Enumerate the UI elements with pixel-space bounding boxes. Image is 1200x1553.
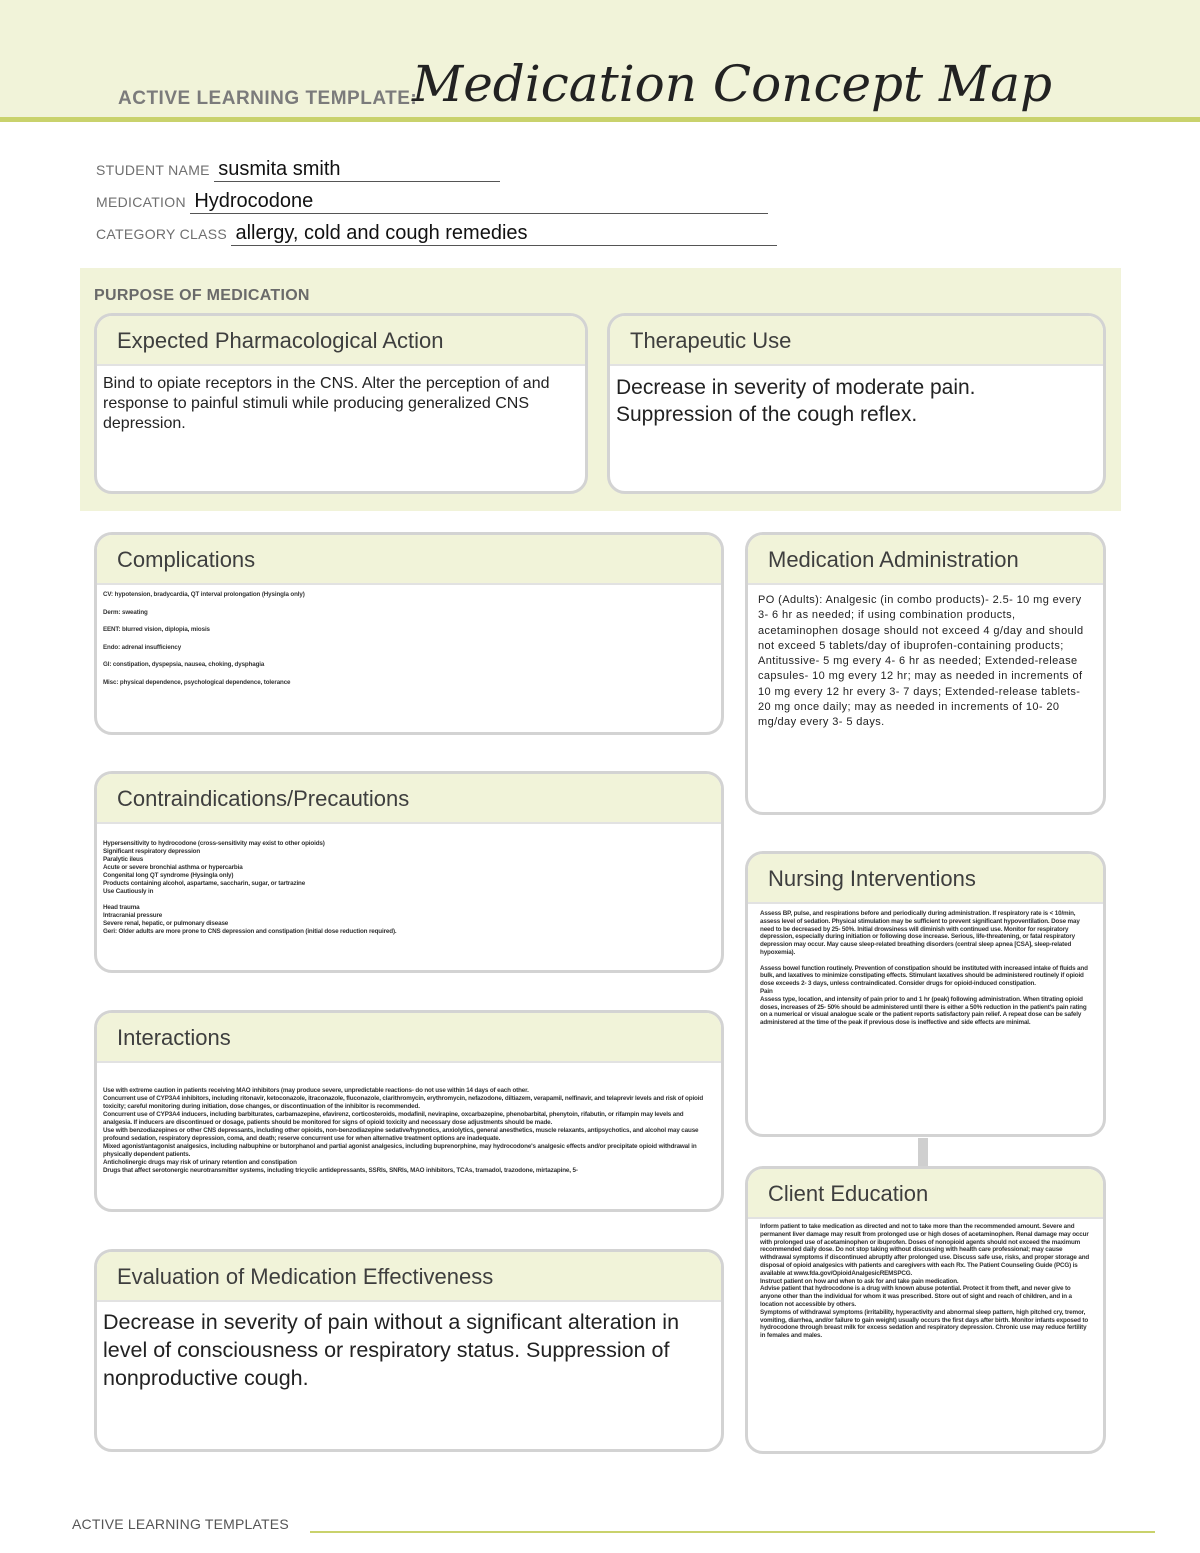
complication-line: CV: hypotension, bradycardia, QT interval prolongation (Hysingla only) xyxy=(103,591,305,598)
student-name-field[interactable]: susmita smith xyxy=(214,158,500,182)
complications-text[interactable] xyxy=(97,585,721,691)
nursing-interventions-text[interactable]: Assess BP, pulse, and respirations before and periodically during administration. If respiratory rate is < 10/min, assess level of sedation. Physical stimulation may be sufficient to prevent significant hypoventilation. Dose may need to be decreased by 25- 50%. Initial drowsiness will diminish with continued use. Monitor for respiratory depression, especially during initiation or following dose increase. Serious, life-threatening, or fatal respiratory depression may occur. May cause sleep-related breathing disorders (central sleep apnea [CSA], sleep-related hypoxemia). Assess bowel function routinely. Prevention of constipation should be instituted with increased intake of fluids and bulk, and laxatives to minimize constipating effects. Stimulant laxatives should be administered routinely if opioid dose exceeds 2- 3 days, unless contraindicated. Consider drugs for opioid-induced constipation. Pain Assess type, location, and intensity of pain prior to and 1 hr (peak) following administration. When titrating opioid doses, increases of 25- 50% should be administered until there is either a 50% reduction in the patient's pain rating on a numerical or visual analogue scale or the patient reports satisfactory pain relief. A repeat dose can be safely administered at the time of the peak if previous dose is ineffective and side effects are minimal. xyxy=(760,910,1088,1027)
nursing-interventions-card xyxy=(745,851,1106,1137)
expected-action-card xyxy=(94,313,588,494)
connector-bar xyxy=(918,1138,928,1166)
evaluation-heading: Evaluation of Medication Effectiveness xyxy=(97,1252,721,1302)
interactions-card xyxy=(94,1010,724,1212)
medication-row xyxy=(96,190,768,214)
complication-line: Endo: adrenal insufficiency xyxy=(103,643,182,651)
expected-action-text[interactable]: Bind to opiate receptors in the CNS. Alter the perception of and response to painful stimuli while producing generalized CNS depression. xyxy=(103,375,550,432)
evaluation-card xyxy=(94,1249,724,1452)
nursing-interventions-heading: Nursing Interventions xyxy=(748,854,1103,904)
complications-card xyxy=(94,532,724,735)
category-class-row xyxy=(96,222,777,246)
interactions-heading: Interactions xyxy=(97,1013,721,1063)
header-prefix: ACTIVE LEARNING TEMPLATE: xyxy=(118,88,418,109)
medication-label: MEDICATION xyxy=(96,194,186,210)
complication-line: EENT: blurred vision, diplopia, miosis xyxy=(103,626,210,633)
contraindications-card xyxy=(94,771,724,973)
complication-line: Derm: sweating xyxy=(103,608,148,616)
therapeutic-use-card xyxy=(607,313,1106,494)
category-class-field[interactable]: allergy, cold and cough remedies xyxy=(231,222,777,246)
administration-card xyxy=(745,532,1106,815)
student-name-row xyxy=(96,158,500,182)
client-education-text[interactable]: Inform patient to take medication as directed and not to take more than the recommended amount. Severe and permanent liver damage may result from prolonged use or high doses of acetaminophen. Renal damage may occur with prolonged use of acetaminophen or ibuprofen. Doses of nonopioid agents should not exceed the maximum recommended daily dose. Do not stop taking without discussing with health care professional; may cause withdrawal symptoms if discontinued abruptly after prolonged use. Discuss safe use, risks, and proper storage and disposal of opioid analgesics with patients and caregivers with each Rx. The Patient Counseling Guide (PCG) is available at www.fda.gov/OpioidAnalgesicREMSPCG. Instruct patient on how and when to ask for and take pain medication. Advise patient that hydrocodone is a drug with known abuse potential. Protect it from theft, and never give to anyone other than the individual for whom it was prescribed. Store out of sight and reach of children, and in a location not accessible by others. Symptoms of withdrawal symptoms (irritability, hyperactivity and abnormal sleep pattern, high pitched cry, tremor, vomiting, diarrhea, and/or failure to gain weight) usually occurs the first days after birth. Monitor infants exposed to hydrocodone through breast milk for excess sedation and respiratory depression. Chronic use may reduce fertility in females and males. xyxy=(760,1223,1090,1340)
footer-divider xyxy=(310,1531,1155,1533)
student-name-label: STUDENT NAME xyxy=(96,162,210,178)
therapeutic-use-heading: Therapeutic Use xyxy=(610,316,1103,366)
administration-heading: Medication Administration xyxy=(748,535,1103,585)
contraindications-heading: Contraindications/Precautions xyxy=(97,774,721,824)
contraindications-text[interactable]: Hypersensitivity to hydrocodone (cross-sensitivity may exist to other opioids) Significant respiratory depression Paralytic ileus Acute or severe bronchial asthma or hypercarbia Congenital long QT syndrome (Hysingla only) Products containing alcohol, aspartame, saccharin, sugar, or tartrazine Use Cautiously in Head trauma Intracranial pressure Severe renal, hepatic, or pulmonary disease Geri: Older adults are more prone to CNS depression and constipation (initial dose reduction required). xyxy=(103,840,397,935)
page-title: Medication Concept Map xyxy=(412,55,1053,113)
expected-action-heading: Expected Pharmacological Action xyxy=(97,316,585,366)
category-class-label: CATEGORY CLASS xyxy=(96,226,228,242)
purpose-title: PURPOSE OF MEDICATION xyxy=(94,287,310,304)
therapeutic-use-text[interactable]: Decrease in severity of moderate pain. Suppression of the cough reflex. xyxy=(616,376,976,426)
client-education-heading: Client Education xyxy=(748,1169,1103,1219)
complication-line: Misc: physical dependence, psychological dependence, tolerance xyxy=(103,678,291,686)
header-band xyxy=(0,0,1200,122)
evaluation-text[interactable]: Decrease in severity of pain without a significant alteration in level of consciousness or respiratory status. Suppression of nonproductive cough. xyxy=(103,1310,680,1390)
footer-text: ACTIVE LEARNING TEMPLATES xyxy=(72,1516,289,1532)
client-education-card xyxy=(745,1166,1106,1454)
administration-text[interactable]: PO (Adults): Analgesic (in combo products)- 2.5- 10 mg every 3- 6 hr as needed; if using combination products, acetaminophen dosage should not exceed 4 g/day and should not exceed 5 tablets/day of ibuprofen-containing products; Antitussive- 5 mg every 4- 6 hr as needed; Extended-release capsules- 10 mg every 12 hr; may as needed in increments of 10 mg every 12 hr every 3- 7 days; Extended-release tablets- 20 mg once daily; may as needed in increments of 10- 20 mg/day every 3- 5 days. xyxy=(758,594,1084,729)
medication-field[interactable]: Hydrocodone xyxy=(190,190,768,214)
complication-line: GI: constipation, dyspepsia, nausea, choking, dysphagia xyxy=(103,661,265,668)
interactions-text[interactable]: Use with extreme caution in patients receiving MAO inhibitors (may produce severe, unpredictable reactions- do not use within 14 days of each other. Concurrent use of CYP3A4 inhibitors, including ritonavir, ketoconazole, itraconazole, fluconazole, clarithromycin, erythromycin, nefazodone, diltiazem, verapamil, nelfinavir, and telaprevir levels and risk of opioid toxicity; careful monitoring during initiation, dose changes, or discontinuation of the inhibitor is recommended. Concurrent use of CYP3A4 inducers, including barbiturates, carbamazepine, efavirenz, corticosteroids, modafinil, nevirapine, oxcarbazepine, phenobarbital, phenytoin, rifabutin, or rifampin may levels and analgesia. If inducers are discontinued or dosage, patients should be monitored for signs of opioid toxicity and necessary dose adjustments should be made. Use with benzodiazepines or other CNS depressants, including other opioids, non-benzodiazepine sedative/hypnotics, anxiolytics, general anesthetics, muscle relaxants, antipsychotics, and alcohol may cause profound sedation, respiratory depression, coma, and death; reserve concurrent use for when alternative treatment options are inadequate. Mixed agonist/antagonist analgesics, including nalbuphine or butorphanol and partial agonist analgesics, including buprenorphine, may hydrocodone's analgesic effects and/or precipitate opioid withdrawal in physically dependent patients. Anticholinergic drugs may risk of urinary retention and constipation Drugs that affect serotonergic neurotransmitter systems, including tricyclic antidepressants, SSRIs, SNRIs, MAO inhibitors, TCAs, tramadol, trazodone, mirtazapine, 5- xyxy=(103,1087,704,1174)
complications-heading: Complications xyxy=(97,535,721,585)
